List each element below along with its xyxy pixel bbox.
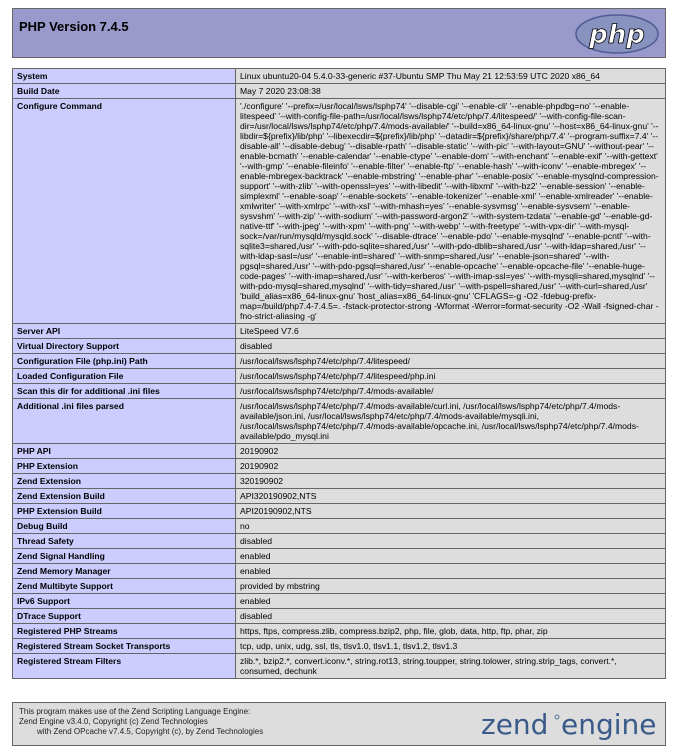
info-value: './configure' '--prefix=/usr/local/lsws/lsphp74' '--disable-cgi' '--enable-cli' '--enable-phpdbg=no' '--enable-litespeed' '--with-config-file-path=/usr/local/lsws/lsphp74/etc/php/7.4/litespeed/' '--with-config-file-scan-dir=/usr/local/lsws/lsphp74/etc/php/7.4/mods-available/' '--build=x86_64-linux-gnu' '--host=x86_64-linux-gnu' '--libdir=${prefix}/lib/php' '--libexecdir=${prefix}/lib/php' '--datadir=${prefix}/share/php/7.4' '--program-suffix=7.4' '--disable-all' '--disable-debug' '--disable-rpath' '--disable-static' '--with-pic' '--with-layout=GNU' '--without-pear' '--enable-bcmath' '--enable-calendar' '--enable-ctype' '--enable-dom' '--with-enchant' '--enable-exif' '--with-gettext' '--with-gmp' '--enable-fileinfo' '--enable-filter' '--enable-ftp' '--enable-hash' '--with-iconv' '--enable-mbregex' '--enable-mbregex-backtrack' '--enable-mbstring' '--enable-phar' '--enable-posix' '--enable-mysqlnd-compression-support' '--with-zlib' '--with-openssl=yes' '--with-libedit' '--with-libxml' '--with-bz2' '--enable-session' '--enable-simplexml' '--enable-soap' '--enable-sockets' '--enable-tokenizer' '--enable-xml' '--enable-xmlreader' '--enable-xmlwriter' '--with-xmlrpc' '--with-xsl' '--with-mhash=yes' '--enable-sysvmsg' '--enable-sysvsem' '--enable-sysvshm' '--with-zip' '--with-sodium' '--with-password-argon2' '--with-system-tzdata' '--enable-gd' '--enable-gd-native-ttf' '--with-jpeg' '--with-xpm' '--with-png' '--with-webp' '--with-freetype' '--with-vpx-dir' '--with-mysql-sock=/var/run/mysqld/mysqld.sock' '--disable-dtrace' '--enable-pdo' '--enable-mysqlnd' '--enable-pcntl' '--with-sqlite3=shared,/usr' '--with-pdo-sqlite=shared,/usr' '--with-pdo-dblib=shared,/usr' '--with-ldap=shared,/usr' '--with-ldap-sasl=/usr' '--enable-intl=shared' '--with-snmp=shared,/usr' '--enable-json=shared' '--with-pgsql=shared,/usr' '--with-pdo-pgsql=shared,/usr' '--enable-opcache' '--enable-opcache-file' '--enable-huge-code-pages' '--with-imap=shared,/usr' '--with-kerberos' '--with-imap-ssl=yes' '--with-mysqli=shared,mysqlnd' '--with-pdo-mysql=shared,mysqlnd' '--with-tidy=shared,/usr' '--with-pspell=shared,/usr' '--with-curl=shared,/usr' 'build_alias=x86_64-linux-gnu' 'host_alias=x86_64-linux-gnu' 'CFLAGS=-g -O2 -fdebug-prefix-map=/build/php7.4-7.4.5=. -fstack-protector-strong -Wformat -Werror=format-security -O2 -Wall -fsigned-char -fno-strict-aliasing -g' xyxy=(236,99,666,324)
info-value: Linux ubuntu20-04 5.4.0-33-generic #37-Ubuntu SMP Thu May 21 12:53:59 UTC 2020 x86_64 xyxy=(236,69,666,84)
info-row xyxy=(13,579,666,594)
info-value: disabled xyxy=(236,609,666,624)
info-row xyxy=(13,339,666,354)
info-table xyxy=(12,68,666,679)
info-value: disabled xyxy=(236,339,666,354)
info-value: tcp, udp, unix, udg, ssl, tls, tlsv1.0, tlsv1.1, tlsv1.2, tlsv1.3 xyxy=(236,639,666,654)
engine-logo-text: engine xyxy=(561,708,657,741)
info-label: Configuration File (php.ini) Path xyxy=(13,354,236,369)
info-row xyxy=(13,324,666,339)
zend-footer xyxy=(12,702,666,746)
footer-line-2: Zend Engine v3.4.0, Copyright (c) Zend Technologies xyxy=(19,717,208,726)
info-label: Configure Command xyxy=(13,99,236,324)
info-row xyxy=(13,84,666,99)
info-row xyxy=(13,354,666,369)
info-value: enabled xyxy=(236,564,666,579)
info-label: Registered PHP Streams xyxy=(13,624,236,639)
info-label: Loaded Configuration File xyxy=(13,369,236,384)
info-label: Zend Multibyte Support xyxy=(13,579,236,594)
info-value: /usr/local/lsws/lsphp74/etc/php/7.4/litespeed/php.ini xyxy=(236,369,666,384)
info-row xyxy=(13,504,666,519)
info-label: PHP API xyxy=(13,444,236,459)
info-row xyxy=(13,519,666,534)
info-label: Build Date xyxy=(13,84,236,99)
info-row xyxy=(13,474,666,489)
info-row xyxy=(13,624,666,639)
info-row xyxy=(13,384,666,399)
php-version-header xyxy=(12,8,666,58)
info-value: https, ftps, compress.zlib, compress.bzip2, php, file, glob, data, http, ftp, phar, zip xyxy=(236,624,666,639)
info-label: PHP Extension xyxy=(13,459,236,474)
info-label: Thread Safety xyxy=(13,534,236,549)
info-label: Registered Stream Filters xyxy=(13,654,236,679)
info-value: 320190902 xyxy=(236,474,666,489)
info-row xyxy=(13,489,666,504)
info-row xyxy=(13,369,666,384)
info-label: IPv6 Support xyxy=(13,594,236,609)
info-label: Registered Stream Socket Transports xyxy=(13,639,236,654)
info-label: Zend Signal Handling xyxy=(13,549,236,564)
page-title: PHP Version 7.4.5 xyxy=(19,19,129,34)
info-value: May 7 2020 23:08:38 xyxy=(236,84,666,99)
info-value: zlib.*, bzip2.*, convert.iconv.*, string.rot13, string.toupper, string.tolower, string.strip_tags, convert.*, consumed, dechunk xyxy=(236,654,666,679)
info-label: Scan this dir for additional .ini files xyxy=(13,384,236,399)
zend-logo-text: zend xyxy=(481,708,549,741)
info-label: Server API xyxy=(13,324,236,339)
info-row xyxy=(13,609,666,624)
info-value: LiteSpeed V7.6 xyxy=(236,324,666,339)
info-label: System xyxy=(13,69,236,84)
info-value: /usr/local/lsws/lsphp74/etc/php/7.4/litespeed/ xyxy=(236,354,666,369)
info-value: provided by mbstring xyxy=(236,579,666,594)
info-row xyxy=(13,549,666,564)
info-label: Debug Build xyxy=(13,519,236,534)
info-label: Additional .ini files parsed xyxy=(13,399,236,444)
info-value: 20190902 xyxy=(236,444,666,459)
info-label: Zend Extension xyxy=(13,474,236,489)
footer-line-3: with Zend OPcache v7.4.5, Copyright (c), by Zend Technologies xyxy=(37,727,264,736)
info-row xyxy=(13,399,666,444)
info-row xyxy=(13,459,666,474)
info-value: enabled xyxy=(236,549,666,564)
info-row xyxy=(13,534,666,549)
php-logo-icon xyxy=(575,14,659,54)
php-logo-text: php xyxy=(589,20,645,50)
info-row xyxy=(13,594,666,609)
info-row xyxy=(13,99,666,324)
info-value: API20190902,NTS xyxy=(236,504,666,519)
info-value: no xyxy=(236,519,666,534)
zend-engine-logo-icon xyxy=(479,707,659,741)
info-value: /usr/local/lsws/lsphp74/etc/php/7.4/mods-available/curl.ini, /usr/local/lsws/lsphp74/etc/php/7.4/mods-available/json.ini, /usr/local/lsws/lsphp74/etc/php/7.4/mods-available/mysqli.ini, /usr/local/lsws/lsphp74/etc/php/7.4/mods-available/opcache.ini, /usr/local/lsws/lsphp74/etc/php/7.4/mods-available/pdo_mysql.ini xyxy=(236,399,666,444)
info-row xyxy=(13,564,666,579)
info-label: Zend Extension Build xyxy=(13,489,236,504)
info-value: /usr/local/lsws/lsphp74/etc/php/7.4/mods-available/ xyxy=(236,384,666,399)
info-row xyxy=(13,639,666,654)
info-row xyxy=(13,654,666,679)
info-row xyxy=(13,69,666,84)
footer-line-1: This program makes use of the Zend Scripting Language Engine: xyxy=(19,707,251,716)
info-label: DTrace Support xyxy=(13,609,236,624)
info-label: PHP Extension Build xyxy=(13,504,236,519)
info-label: Virtual Directory Support xyxy=(13,339,236,354)
info-row xyxy=(13,444,666,459)
info-value: 20190902 xyxy=(236,459,666,474)
info-value: API320190902,NTS xyxy=(236,489,666,504)
info-value: enabled xyxy=(236,594,666,609)
info-label: Zend Memory Manager xyxy=(13,564,236,579)
info-value: disabled xyxy=(236,534,666,549)
